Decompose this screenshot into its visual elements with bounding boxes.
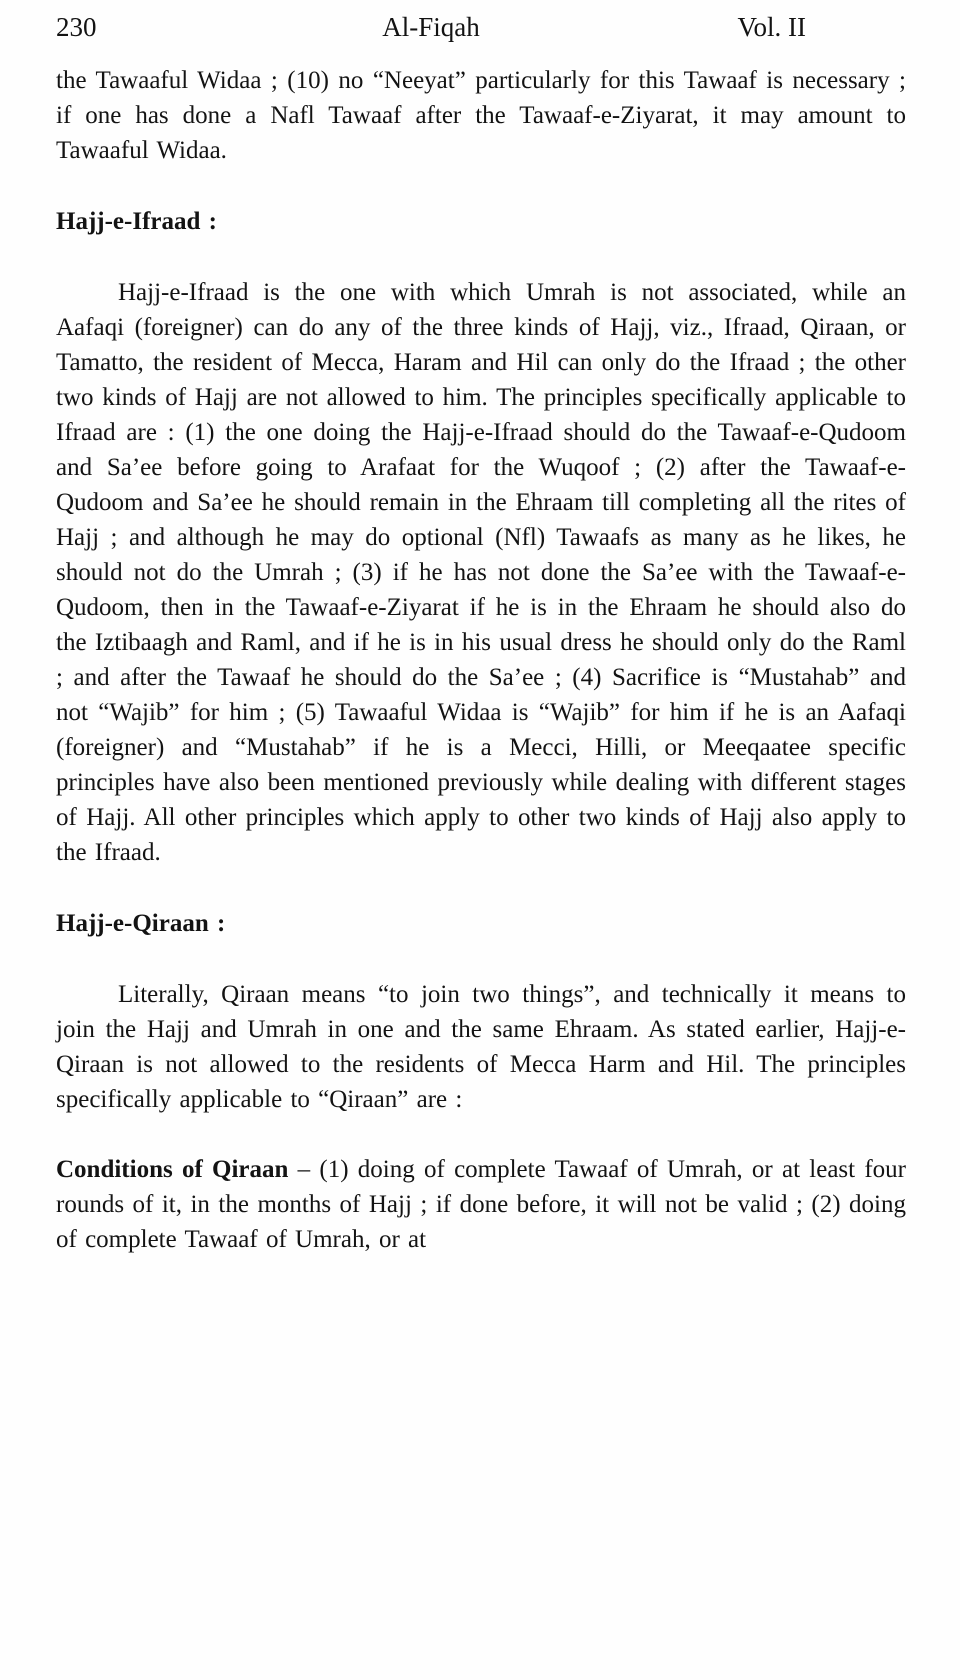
page-number: 230 [56, 12, 97, 42]
page-body [56, 63, 906, 1257]
section-heading-hajj-e-ifraad: Hajj-e-Ifraad : [56, 208, 217, 235]
paragraph-conditions-of-qiraan [56, 1152, 906, 1257]
paragraph-hajj-e-qiraan: Literally, Qiraan means “to join two things”, and technically it means to join the Hajj and Umrah in one and the same Ehraam. As stated earlier, Hajj-e-Qiraan is not allowed to the residents of Mecca Harm and Hil. The principles specifically applicable to “Qiraan” are : [56, 981, 906, 1113]
page-header [56, 12, 906, 43]
conditions-of-qiraan-label: Conditions of Qiraan [56, 1156, 289, 1183]
paragraph-tawaaful-widaa: the Tawaaful Widaa ; (10) no “Neeyat” particularly for this Tawaaf is necessary ; if one has done a Nafl Tawaaf after the Tawaaf-e-Ziyarat, it may amount to Tawaaful Widaa. [56, 67, 906, 164]
conditions-of-qiraan-text: – (1) doing of complete Tawaaf of Umrah, or at least four rounds of it, in the months of Hajj ; if done before, it will not be valid ; (2) doing of complete Tawaaf of Umrah, or at [56, 1156, 906, 1253]
section-heading-hajj-e-qiraan: Hajj-e-Qiraan : [56, 910, 226, 937]
volume-label: Vol. II [737, 12, 806, 42]
book-title: Al-Fiqah [382, 12, 480, 42]
paragraph-hajj-e-ifraad: Hajj-e-Ifraad is the one with which Umrah is not associated, while an Aafaqi (foreigner) can do any of the three kinds of Hajj, viz., Ifraad, Qiraan, or Tamatto, the resident of Mecca, Haram and Hil can only do the Ifraad ; the other two kinds of Hajj are not allowed to him. The principles specifically applicable to Ifraad are : (1) the one doing the Hajj-e-Ifraad should do the Tawaaf-e-Qudoom and Sa’ee before going to Arafaat for the Wuqoof ; (2) after the Tawaaf-e-Qudoom and Sa’ee he should remain in the Ehraam till completing all the rites of Hajj ; and although he may do optional (Nfl) Tawaafs as many as he likes, he should not do the Umrah ; (3) if he has not done the Sa’ee with the Tawaaf-e-Qudoom, then in the Tawaaf-e-Ziyarat if he is in the Ehraam he should also do the Iztibaagh and Raml, and if he is in his usual dress he should only do the Raml ; and after the Tawaaf he should do the Sa’ee ; (4) Sacrifice is “Mustahab” and not “Wajib” for him ; (5) Tawaaful Widaa is “Wajib” for him if he is an Aafaqi (foreigner) and “Mustahab” if he is a Mecci, Hilli, or Meeqaatee specific principles have also been mentioned previously while dealing with different stages of Hajj. All other principles which apply to other two kinds of Hajj also apply to the Ifraad. [56, 279, 906, 866]
